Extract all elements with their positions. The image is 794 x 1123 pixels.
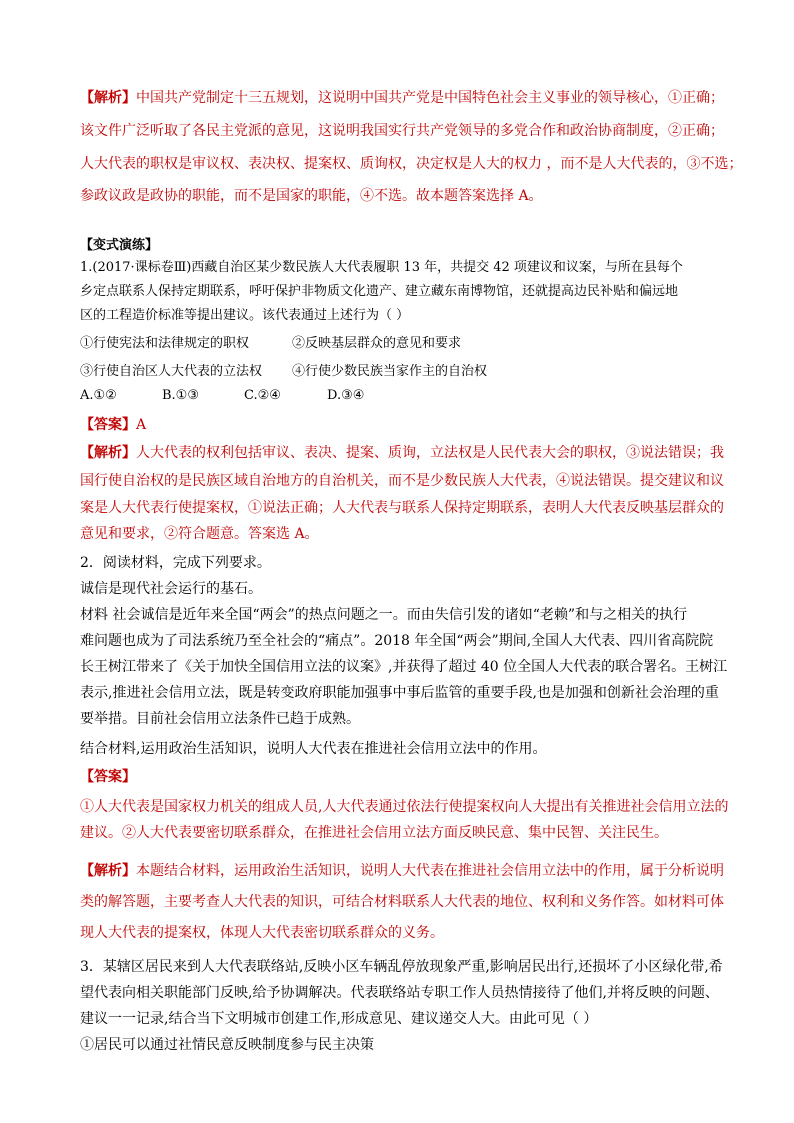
answer-line: 建议。②人大代表要密切联系群众，在推进社会信用立法方面反映民意、集中民智、关注民生。 <box>80 825 668 841</box>
answer-line: ①人大代表是国家权力机关的组成人员,人大代表通过依法行使提案权向人大提出有关推进社会信用立法的 <box>80 799 729 815</box>
text-line: 案是人大代表行使提案权，①说法正确；人大代表与联系人保持定期联系，表明人大代表反映基层群众的 <box>80 500 724 516</box>
answer-tag: 【答案】 <box>80 769 136 785</box>
answer-tag: 【答案】 <box>80 417 136 433</box>
option-1: ①居民可以通过社情民意反映制度参与民主决策 <box>80 1037 374 1053</box>
text-line: 中国共产党制定十三五规划，这说明中国共产党是中国特色社会主义事业的领导核心，①正确； <box>136 90 724 106</box>
material-line: 难问题也成为了司法系统乃至全社会的“痛点”。2018 年全国“两会”期间,全国人大代表、四川省高院院 <box>80 633 714 649</box>
option-3: ③行使自治区人大代表的立法权 <box>80 364 263 379</box>
choice-b: B.①③ <box>162 388 199 403</box>
material-line: 材料 社会诚信是近年来全国“两会”的热点问题之一。而由失信引发的诸如“老赖”和与之相关的执行 <box>80 607 688 623</box>
question-2-line: 2．阅读材料，完成下列要求。 <box>80 555 271 571</box>
answer-line <box>80 414 794 434</box>
analysis-line <box>80 442 794 462</box>
question-1-line: 1.(2017·课标卷Ⅲ)西藏自治区某少数民族人大代表履职 13 年，共提交 42 项建议和议案，与所在县每个 <box>80 260 683 275</box>
choice-d: D.③④ <box>327 388 365 403</box>
question-3-line: 望代表向相关职能部门反映,给予协调解决。代表联络站专职工作人员热情接待了他们,并将反映的问题、 <box>80 985 719 1001</box>
option-1: ①行使宪法和法律规定的职权 <box>80 336 250 351</box>
option-row <box>80 360 794 379</box>
choice-a: A.①② <box>80 388 117 403</box>
text-line: 意见和要求，②符合题意。答案选 A。 <box>80 526 319 542</box>
text-line: 本题结合材料，运用政治生活知识，说明人大代表在推进社会信用立法中的作用，属于分析说明 <box>136 863 724 879</box>
material-line: 长王树江带来了《关于加快全国信用立法的议案》,并获得了超过 40 位全国人大代表的联合署名。王树江 <box>80 659 728 675</box>
section-heading: 【变式演练】 <box>80 238 159 253</box>
text-line: 参政议政是政协的职能，而不是国家的职能，④不选。故本题答案选择 A。 <box>80 188 543 204</box>
question-3-line: 建议一一记录,结合当下文明城市创建工作,形成意见、建议递交人大。由此可见（ ） <box>80 1011 598 1027</box>
text-line: 现人大代表的提案权，体现人大代表密切联系群众的义务。 <box>80 925 444 941</box>
question-1-line: 区的工程造价标准等提出建议。该代表通过上述行为（ ） <box>80 308 410 323</box>
analysis-paragraph-1 <box>80 87 794 107</box>
text-line: 类的解答题，主要考查人大代表的知识，可结合材料联系人大代表的地位、权利和义务作答。如材料可体 <box>80 894 724 910</box>
answer-value: A <box>136 417 147 433</box>
choice-c: C.②④ <box>244 388 281 403</box>
question-2-line: 诚信是现代社会运行的基石。 <box>80 581 262 597</box>
question-3-line: 3．某辖区居民来到人大代表联络站,反映小区车辆乱停放现象严重,影响居民出行,还损坏了小区绿化带,希 <box>80 959 723 975</box>
text-line: 人大代表的权利包括审议、表决、提案、质询，立法权是人民代表大会的职权，③说法错误；我 <box>136 445 724 461</box>
option-row <box>80 332 794 351</box>
analysis-tag: 【解析】 <box>80 90 136 106</box>
option-4: ④行使少数民族当家作主的自治权 <box>292 364 488 379</box>
text-line: 人大代表的职权是审议权、表决权、提案权、质询权，决定权是人大的权力 ，而不是人大代表的，③不选； <box>80 156 743 172</box>
material-line: 要举措。目前社会信用立法条件已趋于成熟。 <box>80 711 360 727</box>
option-2: ②反映基层群众的意见和要求 <box>292 336 462 351</box>
material-line: 表示,推进社会信用立法，既是转变政府职能加强事中事后监管的重要手段,也是加强和创新社会治理的重 <box>80 685 719 701</box>
question-2-prompt: 结合材料,运用政治生活知识，说明人大代表在推进社会信用立法中的作用。 <box>80 741 547 757</box>
text-line: 该文件广泛听取了各民主党派的意见，这说明我国实行共产党领导的多党合作和政治协商制度，②正确； <box>80 123 724 139</box>
analysis-tag: 【解析】 <box>80 863 136 879</box>
analysis-line <box>80 860 794 880</box>
choices-row <box>80 388 794 403</box>
text-line: 国行使自治权的是民族区域自治地方的自治机关，而不是少数民族人大代表，④说法错误。提交建议和议 <box>80 473 724 489</box>
analysis-tag: 【解析】 <box>80 445 136 461</box>
question-1-line: 乡定点联系人保持定期联系，呼吁保护非物质文化遗产、建立藏东南博物馆，还就提高边民补贴和偏远地 <box>80 284 679 299</box>
